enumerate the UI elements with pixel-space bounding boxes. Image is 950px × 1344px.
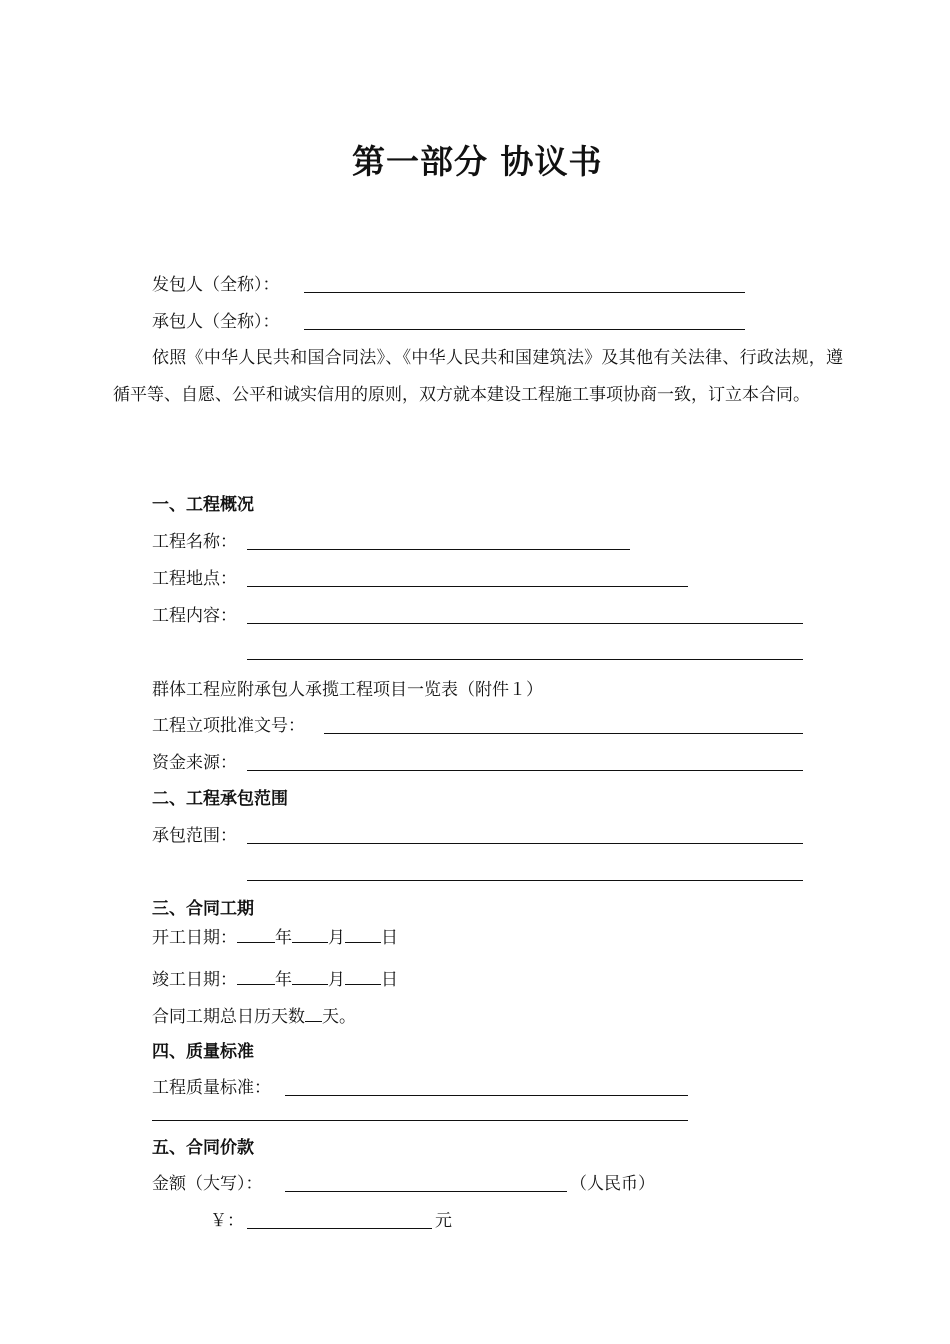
section-heading-price: 五、合同价款	[152, 1138, 254, 1158]
end-date-label: 竣工日期：	[152, 970, 237, 990]
total-days-unit: 天。	[322, 1007, 356, 1027]
total-days-field[interactable]	[305, 1004, 322, 1022]
section-heading-overview: 一、工程概况	[152, 495, 254, 515]
total-days-row	[152, 1004, 356, 1028]
project-content-label: 工程内容：	[152, 606, 237, 626]
section-heading-quality: 四、质量标准	[152, 1042, 254, 1062]
funding-source-field[interactable]	[247, 770, 803, 771]
end-day-field[interactable]	[345, 967, 381, 985]
start-date-row	[152, 925, 398, 949]
day-unit: 日	[381, 928, 398, 948]
project-name-label: 工程名称：	[152, 532, 237, 552]
project-name-field[interactable]	[247, 549, 630, 550]
day-unit: 日	[381, 970, 398, 990]
scope-label: 承包范围：	[152, 826, 237, 846]
employer-label: 发包人（全称）：	[152, 275, 280, 295]
section-heading-scope: 二、工程承包范围	[152, 789, 288, 809]
project-content-field-line2[interactable]	[247, 659, 803, 660]
contractor-label: 承包人（全称）：	[152, 312, 280, 332]
project-location-label: 工程地点：	[152, 569, 237, 589]
start-date-label: 开工日期：	[152, 928, 237, 948]
scope-field[interactable]	[247, 843, 803, 844]
start-day-field[interactable]	[345, 925, 381, 943]
approval-number-field[interactable]	[324, 733, 803, 734]
amount-label: 金额（大写）：	[152, 1174, 263, 1194]
quality-standard-field-line2[interactable]	[152, 1120, 688, 1121]
start-year-field[interactable]	[237, 925, 275, 943]
year-unit: 年	[275, 928, 292, 948]
intro-paragraph: 依照《中华人民共和国合同法》、《中华人民共和国建筑法》及其他有关法律、行政法规，遵循平等、自愿、公平和诚实信用的原则，双方就本建设工程施工事项协商一致，订立本合同。	[113, 348, 843, 405]
yuan-unit: 元	[435, 1211, 452, 1231]
page-title: 第一部分 协议书	[352, 142, 603, 181]
month-unit: 月	[328, 970, 345, 990]
scope-field-line2[interactable]	[247, 880, 803, 881]
project-location-field[interactable]	[247, 586, 688, 587]
currency-note: （人民币）	[570, 1174, 655, 1194]
project-content-field[interactable]	[247, 623, 803, 624]
employer-name-field[interactable]	[304, 292, 745, 293]
section-heading-duration: 三、合同工期	[152, 899, 254, 919]
approval-number-label: 工程立项批准文号：	[152, 716, 305, 736]
quality-standard-field[interactable]	[285, 1095, 688, 1096]
amount-words-field[interactable]	[285, 1191, 567, 1192]
year-unit: 年	[275, 970, 292, 990]
end-month-field[interactable]	[292, 967, 328, 985]
quality-standard-label: 工程质量标准：	[152, 1078, 271, 1098]
start-month-field[interactable]	[292, 925, 328, 943]
month-unit: 月	[328, 928, 345, 948]
end-date-row	[152, 967, 398, 991]
amount-figures-field[interactable]	[247, 1228, 432, 1229]
yen-label: ￥：	[210, 1211, 244, 1231]
contractor-name-field[interactable]	[304, 329, 745, 330]
funding-source-label: 资金来源：	[152, 753, 237, 773]
total-days-label: 合同工期总日历天数	[152, 1007, 305, 1027]
group-project-note: 群体工程应附承包人承揽工程项目一览表（附件１）	[152, 680, 543, 700]
end-year-field[interactable]	[237, 967, 275, 985]
